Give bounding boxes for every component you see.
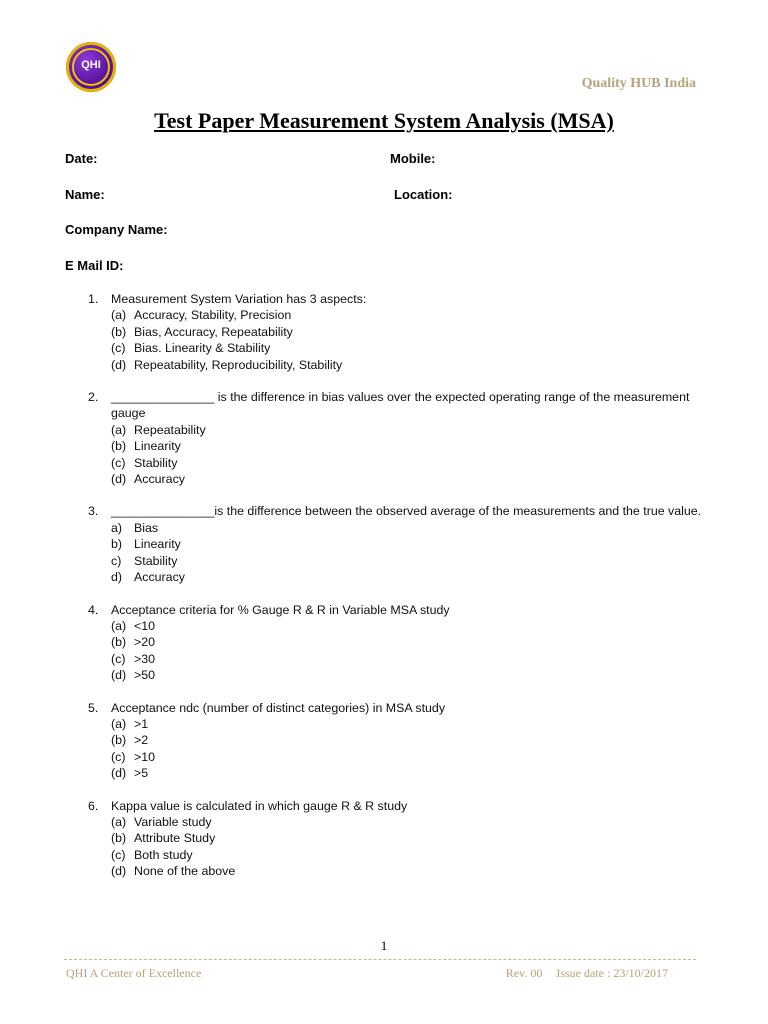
option-label: (a) xyxy=(111,618,127,633)
name-label: Name: xyxy=(65,187,105,202)
option-text: Variable study xyxy=(134,814,212,829)
option xyxy=(111,307,723,323)
option xyxy=(111,553,723,569)
footer-tagline: QHI A Center of Excellence xyxy=(66,966,202,980)
question-5 xyxy=(78,700,723,782)
option xyxy=(111,749,723,765)
option-label: (c) xyxy=(111,341,126,356)
option xyxy=(111,324,723,340)
location-label: Location: xyxy=(394,187,453,202)
qhi-logo xyxy=(66,42,116,92)
option-label: (c) xyxy=(111,651,126,666)
question-number: 1. xyxy=(88,292,99,306)
option xyxy=(111,847,723,863)
option-text: >50 xyxy=(134,668,156,683)
option-text: >10 xyxy=(134,749,156,764)
option-text: >5 xyxy=(134,766,149,781)
option-text: Accuracy, Stability, Precision xyxy=(134,308,292,323)
option xyxy=(111,455,723,471)
option-text: Linearity xyxy=(134,439,181,454)
option-label: b) xyxy=(111,537,123,552)
date-label: Date: xyxy=(65,151,98,166)
question-text: Kappa value is calculated in which gauge R & R study xyxy=(111,798,408,813)
option-text: >20 xyxy=(134,635,156,650)
option-label: (a) xyxy=(111,422,127,437)
brand-name: Quality HUB India xyxy=(581,76,696,91)
question-number: 6. xyxy=(88,798,99,813)
option-label: (c) xyxy=(111,847,126,862)
mobile-label: Mobile: xyxy=(390,151,436,166)
option-label: (a) xyxy=(111,308,127,323)
logo-text: QHI xyxy=(81,59,101,71)
option-label: (d) xyxy=(111,357,127,372)
question-text: _______________ is the difference in bias values over the expected operating range of the measurement gauge xyxy=(111,390,690,421)
option xyxy=(111,732,723,748)
option-text: Stability xyxy=(134,553,178,568)
option-label: (c) xyxy=(111,749,126,764)
page-number: 1 xyxy=(380,938,388,953)
option xyxy=(111,716,723,732)
option xyxy=(111,814,723,830)
option xyxy=(111,438,723,454)
option-text: Repeatability, Reproducibility, Stability xyxy=(134,357,343,372)
option-text: Accuracy xyxy=(134,472,185,487)
question-number: 3. xyxy=(88,504,99,519)
option-text: >2 xyxy=(134,733,149,748)
option xyxy=(111,863,723,879)
option-text: Bias xyxy=(134,520,159,535)
question-number: 2. xyxy=(88,390,99,405)
option-text: Both study xyxy=(134,847,193,862)
question-2 xyxy=(78,389,723,487)
option-text: None of the above xyxy=(134,864,236,879)
option xyxy=(111,357,723,373)
option-text: Bias. Linearity & Stability xyxy=(134,341,271,356)
question-6 xyxy=(78,798,723,880)
option-label: (b) xyxy=(111,831,127,846)
revision-number: Rev. 00 xyxy=(505,966,543,980)
option xyxy=(111,520,723,536)
option-text: Stability xyxy=(134,455,178,470)
question-text: Measurement System Variation has 3 aspects: xyxy=(111,292,367,306)
option-label: (c) xyxy=(111,455,126,470)
option-label: (d) xyxy=(111,668,127,683)
option-label: c) xyxy=(111,553,122,568)
option-label: a) xyxy=(111,520,123,535)
option-text: <10 xyxy=(134,618,156,633)
option xyxy=(111,634,723,650)
question-1 xyxy=(78,291,723,373)
question-text: Acceptance ndc (number of distinct categories) in MSA study xyxy=(111,700,446,715)
option xyxy=(111,569,723,585)
option-label: (d) xyxy=(111,864,127,879)
option-label: d) xyxy=(111,570,123,585)
option-text: Accuracy xyxy=(134,570,185,585)
option-text: >1 xyxy=(134,716,149,731)
option xyxy=(111,765,723,781)
option xyxy=(111,340,723,356)
option-label: (d) xyxy=(111,766,127,781)
option-label: (b) xyxy=(111,635,127,650)
email-label: E Mail ID: xyxy=(65,258,124,273)
option xyxy=(111,618,723,634)
option-label: (b) xyxy=(111,324,127,339)
footer-revision xyxy=(492,966,668,981)
option xyxy=(111,830,723,846)
option xyxy=(111,651,723,667)
issue-date: Issue date : 23/10/2017 xyxy=(556,966,668,980)
option xyxy=(111,422,723,438)
question-3 xyxy=(78,503,723,585)
page-title: Test Paper Measurement System Analysis (MSA) xyxy=(154,108,614,133)
option-text: >30 xyxy=(134,651,156,666)
option xyxy=(111,471,723,487)
option-text: Linearity xyxy=(134,537,181,552)
question-text: _______________is the difference between the observed average of the measurements and the true value. xyxy=(111,504,702,519)
footer-divider xyxy=(64,959,696,960)
question-number: 4. xyxy=(88,602,99,617)
option-label: (b) xyxy=(111,439,127,454)
question-4 xyxy=(78,602,723,684)
option xyxy=(111,667,723,683)
option-label: (b) xyxy=(111,733,127,748)
option-text: Bias, Accuracy, Repeatability xyxy=(134,324,293,339)
question-number: 5. xyxy=(88,700,99,715)
option-label: (a) xyxy=(111,814,127,829)
company-name-label: Company Name: xyxy=(65,222,168,237)
option-text: Repeatability xyxy=(134,422,206,437)
question-list xyxy=(78,291,723,880)
question-text: Acceptance criteria for % Gauge R & R in Variable MSA study xyxy=(111,602,450,617)
option-label: (a) xyxy=(111,716,127,731)
option xyxy=(111,536,723,552)
option-label: (d) xyxy=(111,472,127,487)
option-text: Attribute Study xyxy=(134,831,216,846)
